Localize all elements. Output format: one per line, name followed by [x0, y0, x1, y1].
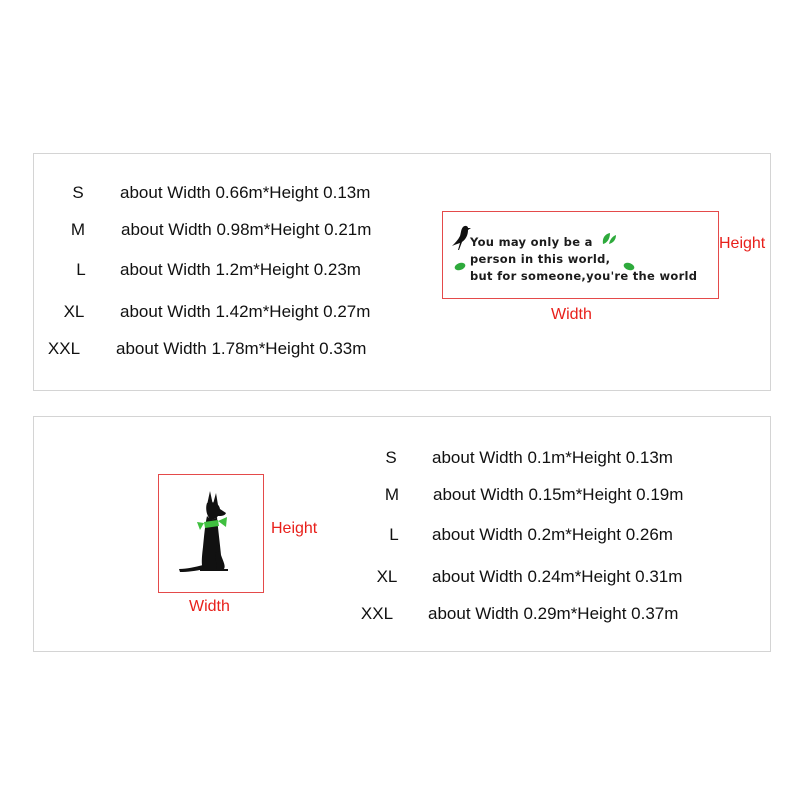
size-label: S	[385, 448, 397, 467]
size-label: M	[384, 485, 400, 504]
size-label: M	[70, 220, 86, 239]
decal-preview-frame	[442, 211, 719, 299]
size-label: XXL	[47, 339, 81, 358]
leaf-icon	[623, 262, 635, 271]
leaf-icon	[454, 262, 466, 271]
size-dimensions: about Width 0.1m*Height 0.13m	[432, 448, 673, 467]
dog-silhouette-icon	[177, 489, 247, 579]
size-dimensions: about Width 1.2m*Height 0.23m	[120, 260, 361, 279]
size-label: S	[72, 183, 84, 202]
size-dimensions: about Width 1.78m*Height 0.33m	[116, 339, 367, 358]
size-label: XXL	[360, 604, 394, 623]
width-label: Width	[551, 306, 592, 323]
leaf-icon	[601, 232, 617, 246]
decal-quote-line: person in this world,	[470, 252, 611, 266]
size-dimensions: about Width 0.15m*Height 0.19m	[433, 485, 684, 504]
size-label: XL	[376, 567, 398, 586]
size-chart-panel-quote-decal	[33, 153, 771, 391]
height-label: Height	[271, 520, 318, 537]
decal-quote-line: but for someone,you're the world	[470, 269, 698, 283]
decal-preview-frame	[158, 474, 264, 593]
size-dimensions: about Width 0.66m*Height 0.13m	[120, 183, 371, 202]
size-label: L	[389, 525, 399, 544]
size-dimensions: about Width 0.29m*Height 0.37m	[428, 604, 679, 623]
size-dimensions: about Width 1.42m*Height 0.27m	[120, 302, 371, 321]
size-dimensions: about Width 0.2m*Height 0.26m	[432, 525, 673, 544]
size-dimensions: about Width 0.24m*Height 0.31m	[432, 567, 683, 586]
size-label: XL	[63, 302, 85, 321]
size-chart-panel-dog-decal	[33, 416, 771, 652]
size-label: L	[76, 260, 86, 279]
size-dimensions: about Width 0.98m*Height 0.21m	[121, 220, 372, 239]
decal-quote-line: You may only be a	[470, 235, 593, 249]
width-label: Width	[189, 598, 230, 615]
height-label: Height	[719, 235, 766, 252]
